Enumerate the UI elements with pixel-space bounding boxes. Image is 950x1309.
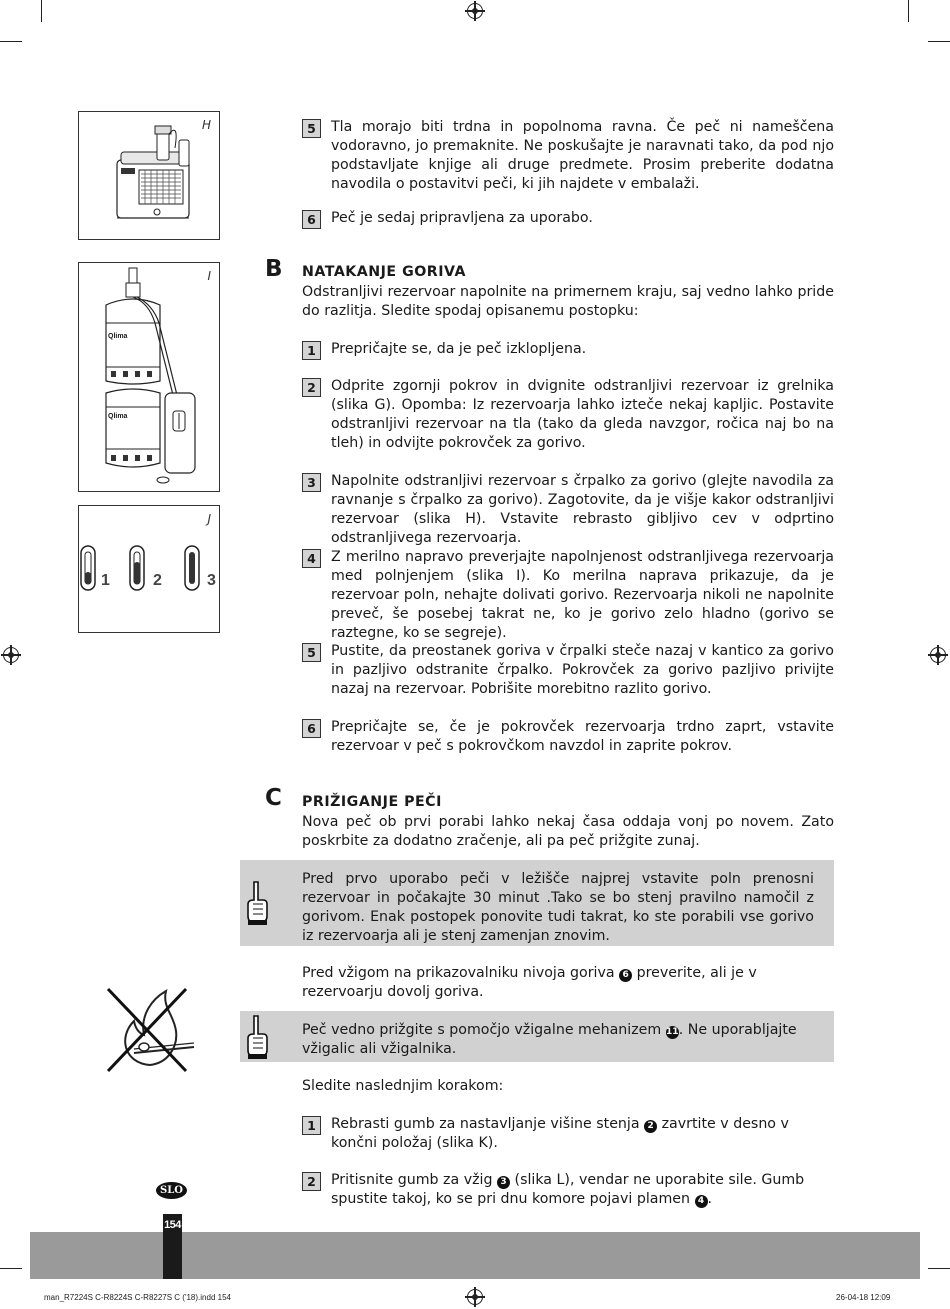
crop-mark bbox=[928, 41, 950, 42]
step-number: 6 bbox=[302, 719, 321, 738]
page-number: 154 bbox=[164, 1219, 181, 1231]
brand-label: Qlima bbox=[108, 333, 128, 340]
registration-mark-icon bbox=[467, 3, 483, 19]
footer-file-name: man_R7224S C-R8224S C-R8227S C ('18).indd 154 bbox=[44, 1293, 231, 1302]
step-number: 2 bbox=[302, 1172, 321, 1191]
check-fuel-text bbox=[302, 964, 814, 1002]
check-fuel-text-start: Pred vžigom na prikazovalniku nivoja goriva bbox=[302, 965, 615, 981]
note-text-end: . Ne uporabljajte vžigalic ali vžigalnika. bbox=[302, 1022, 797, 1057]
footer-date: 26-04-18 12:09 bbox=[836, 1293, 891, 1302]
callout-number: 4 bbox=[695, 1195, 708, 1208]
section-letter: C bbox=[265, 785, 282, 811]
step-number: 6 bbox=[302, 210, 321, 229]
figure-j bbox=[78, 505, 220, 633]
step-number: 3 bbox=[302, 473, 321, 492]
crop-mark bbox=[0, 41, 22, 42]
crop-mark bbox=[928, 1268, 950, 1269]
pointing-hand-icon bbox=[245, 880, 269, 926]
check-fuel-text-end: preverite, ali je v rezervoarju dovolj goriva. bbox=[302, 965, 757, 1000]
figure-label: H bbox=[201, 118, 211, 132]
callout-number: 6 bbox=[619, 969, 632, 982]
step-number: 1 bbox=[302, 1116, 321, 1135]
figure-h bbox=[78, 111, 220, 240]
step-text: Napolnite odstranljivi rezervoar s črpalko za gorivo (glejte navodila za ravnanje s črpalko za gorivo). Zagotovite, da je višje kakor odstranljivi rezervoar (slika H). Vstavite rebrasto gibljivo cev v odprtino odstranljivega rezervoarja. bbox=[331, 473, 834, 546]
step-text: Z merilno napravo preverjajte napolnjenost odstranljivega rezervoarja med polnjenjem (slika I). Ko merilna naprava prikazuje, da je rezervoar poln, nehajte dolivati gorivo. Rezervoarja nikoli ne napolnite preveč, še posebej takrat ne, ko je gorivo zelo hladno (gorivo se raztegne, ko se segreje). bbox=[331, 549, 834, 641]
step-text: Tla morajo biti trdna in popolnoma ravna. Če peč ni nameščena vodoravno, jo premaknite. Ne poskušajte je naravnati tako, da pod njo podstavljate knjige ali druge predmete. Prosim preberite dodatna navodila o postavitvi peči, ki jih najdete v embalaži. bbox=[331, 119, 834, 192]
section-intro: Odstranljivi rezervoar napolnite na primernem kraju, saj vedno lahko pride do razlitja. Sledite spodaj opisanemu postopku: bbox=[302, 284, 834, 319]
gauge-level-label: 2 bbox=[153, 572, 162, 589]
crop-mark bbox=[41, 0, 42, 22]
crop-mark bbox=[0, 1268, 22, 1269]
pointing-hand-icon bbox=[245, 1014, 269, 1060]
note-text: Pred prvo uporabo peči v ležišče najprej vstavite poln prenosni rezervoar in počakajte 30 minut .Tako se bo stenj pravilno namočil z gorivom. Enak postopek ponovite tudi takrat, ko ste porabili vse gorivo iz rezervoarja ali je stenj zamenjan znovim. bbox=[302, 871, 814, 944]
note-text-start: Peč vedno prižgite s pomočjo vžigalne mehanizem bbox=[302, 1022, 662, 1038]
step-text-middle: (slika L), vendar ne uporabite sile. Gumb spustite takoj, ko se pri dnu komore pojavi plamen bbox=[331, 1172, 805, 1207]
tank-filling-illustration bbox=[79, 263, 219, 491]
callout-number: 2 bbox=[644, 1120, 657, 1133]
language-code: SLO bbox=[160, 1185, 183, 1196]
gauge-level-label: 3 bbox=[207, 572, 216, 589]
brand-label: Qlima bbox=[108, 413, 128, 420]
step-number: 1 bbox=[302, 341, 321, 360]
registration-mark-icon bbox=[467, 1289, 483, 1305]
follow-steps-text: Sledite naslednjim korakom: bbox=[302, 1078, 504, 1094]
step-text: Odprite zgornji pokrov in dvignite odstranljivi rezervoar iz grelnika (slika G). Opomba: Iz rezervoarja lahko izteče nekaj kapljic. Postavite odstranljivi rezervoar na tla (tako da gleda navzgor, ročica naj bo na tleh) in odvijte pokrovček za gorivo. bbox=[331, 378, 834, 451]
figure-i bbox=[78, 262, 220, 492]
step-text-start: Rebrasti gumb za nastavljanje višine stenja bbox=[331, 1116, 640, 1132]
section-title: PRIŽIGANJE PEČI bbox=[302, 794, 442, 810]
section-letter: B bbox=[265, 256, 283, 282]
callout-number: 11 bbox=[665, 1027, 679, 1037]
heater-pump-illustration bbox=[79, 112, 219, 239]
step-number: 5 bbox=[302, 119, 321, 138]
no-matches-icon bbox=[104, 985, 196, 1075]
step-text bbox=[331, 1171, 834, 1209]
step-text: Pustite, da preostanek goriva v črpalki steče nazaj v kantico za gorivo in pazljivo odstranite črpalko. Pokrovček za gorivo pazljivo privijte nazaj na rezervoar. Pobrišite morebitno razlito gorivo. bbox=[331, 643, 834, 697]
registration-mark-icon bbox=[3, 647, 19, 663]
callout-number: 3 bbox=[497, 1176, 510, 1189]
gauge-level-label: 1 bbox=[101, 572, 110, 589]
step-text: Prepričajte se, če je pokrovček rezervoarja trdno zaprt, vstavite rezervoar v peč s pokrovčkom navzdol in zaprite pokrov. bbox=[331, 719, 834, 754]
step-text: Prepričajte se, da je peč izklopljena. bbox=[331, 341, 587, 357]
step-text-end: . bbox=[707, 1191, 713, 1207]
section-intro: Nova peč ob prvi porabi lahko nekaj časa oddaja vonj po novem. Zato poskrbite za dodatno zračenje, ali pa peč prižgite zunaj. bbox=[302, 814, 834, 849]
section-title: NATAKANJE GORIVA bbox=[302, 264, 466, 280]
step-text bbox=[331, 1115, 834, 1153]
step-number: 2 bbox=[302, 378, 321, 397]
step-text-start: Pritisnite gumb za vžig bbox=[331, 1172, 493, 1188]
step-number: 4 bbox=[302, 549, 321, 568]
figure-label: I bbox=[207, 269, 211, 283]
note-text bbox=[302, 1021, 832, 1059]
step-text-end: zavrtite v desno v končni položaj (slika K). bbox=[331, 1116, 789, 1151]
figure-label: J bbox=[207, 512, 211, 526]
step-number: 5 bbox=[302, 643, 321, 662]
fuel-gauge-levels-illustration bbox=[79, 506, 219, 632]
registration-mark-icon bbox=[930, 647, 946, 663]
language-badge bbox=[156, 1182, 187, 1199]
crop-mark bbox=[908, 0, 909, 22]
step-text: Peč je sedaj pripravljena za uporabo. bbox=[331, 210, 593, 226]
